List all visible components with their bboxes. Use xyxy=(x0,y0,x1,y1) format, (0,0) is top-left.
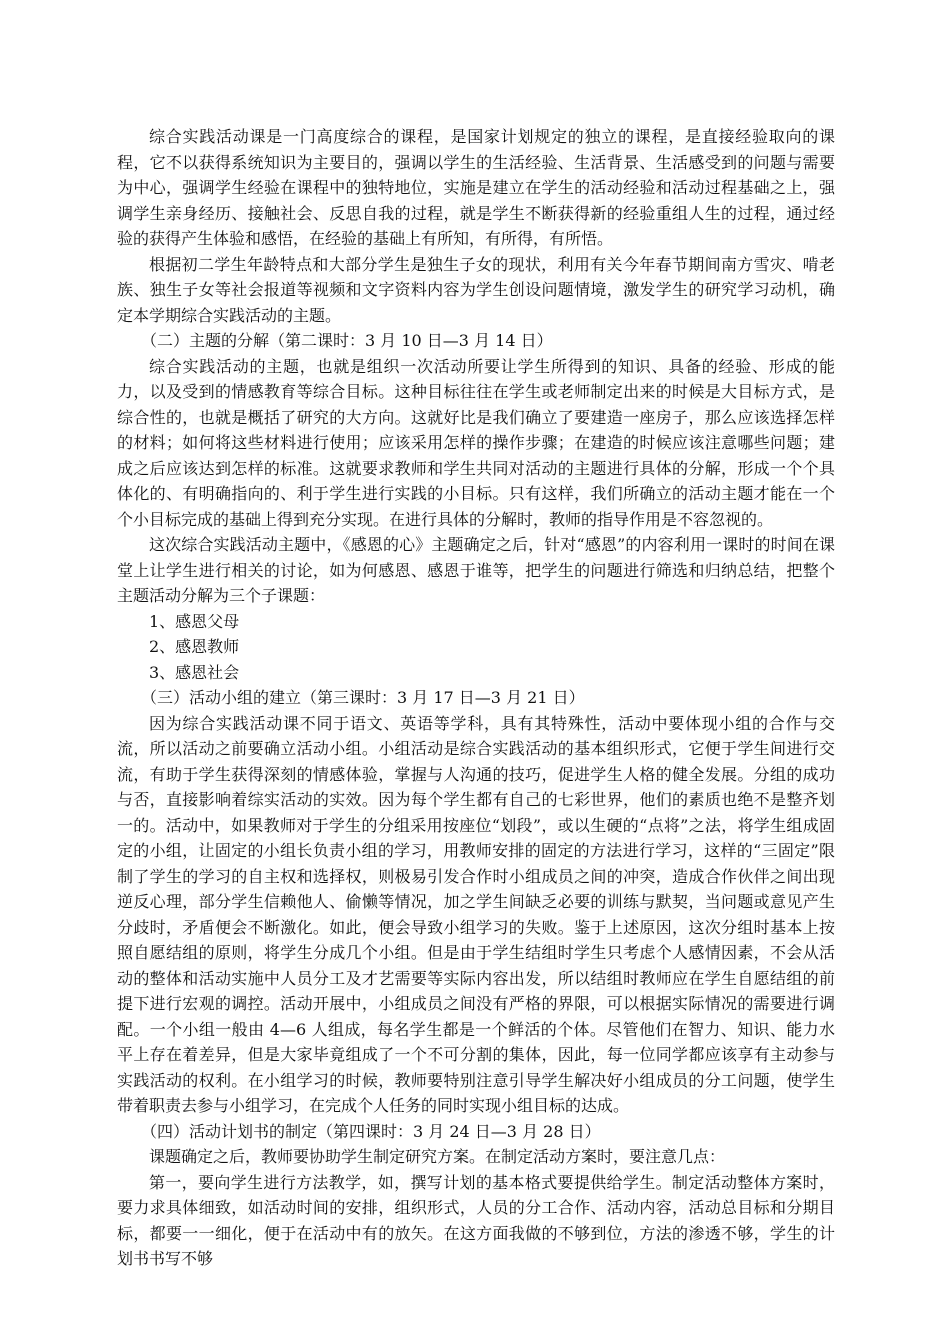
paragraph-theme-decomposition: 综合实践活动的主题，也就是组织一次活动所要让学生所得到的知识、具备的经验、形成的能力，以及受到的情感教育等综合目标。这种目标往往在学生或老师制定出来的时候是大目标方式，是综合性的，也就是概括了研究的大方向。这就好比是我们确立了要建造一座房子，那么应该选择怎样的材料；如何将这些材料进行使用；应该采用怎样的操作步骤；在建造的时候应该注意哪些问题；建成之后应该达到怎样的标准。这就要求教师和学生共同对活动的主题进行具体的分解，形成一个个具体化的、有明确指向的、利于学生进行实践的小目标。只有这样，我们所确立的活动主题才能在一个个小目标完成的基础上得到充分实现。在进行具体的分解时，教师的指导作用是不容忽视的。 xyxy=(117,356,835,529)
paragraph-intro: 综合实践活动课是一门高度综合的课程，是国家计划规定的独立的课程，是直接经验取向的课程，它不以获得系统知识为主要目的，强调以学生的生活经验、生活背景、生活感受到的问题与需要为中心，强调学生经验在课程中的独特地位，实施是建立在学生的活动经验和活动过程基础之上，强调学生亲身经历、接触社会、反思自我的过程，就是学生不断获得新的经验重组人生的过程，通过经验的获得产生体验和感悟，在经验的基础上有所知，有所得，有所悟。 xyxy=(117,127,835,248)
paragraph-plan-first: 第一，要向学生进行方法教学，如，撰写计划的基本格式要提供给学生。制定活动整体方案时，要力求具体细致，如活动时间的安排，组织形式，人员的分工合作、活动内容，活动总目标和分期目标，都要一一细化，便于在活动中有的放矢。在这方面我做的不够到位，方法的渗透不够，学生的计划书书写不够 xyxy=(117,1172,835,1268)
document-page xyxy=(117,124,835,1272)
list-item: 2、感恩教师 xyxy=(149,637,240,656)
section-heading-2: （二）主题的分解（第二课时：3 月 10 日—3 月 14 日） xyxy=(141,331,553,350)
paragraph-theme-basis: 根据初二学生年龄特点和大部分学生是独生子女的现状，利用有关今年春节期间南方雪灾、啃老族、独生子女等社会报道等视频和文字资料内容为学生创设问题情境，激发学生的研究学习动机，确定本学期综合实践活动的主题。 xyxy=(117,254,835,325)
section-heading-4: （四）活动计划书的制定（第四课时：3 月 24 日—3 月 28 日） xyxy=(141,1121,601,1141)
paragraph-gratitude-theme: 这次综合实践活动主题中，《感恩的心》主题确定之后，针对“感恩”的内容利用一课时的时间在课堂上让学生进行相关的讨论，如为何感恩、感恩于谁等，把学生的问题进行筛选和归纳总结，把整个主题活动分解为三个子课题： xyxy=(117,535,835,605)
paragraph-plan-intro: 课题确定之后，教师要协助学生制定研究方案。在制定活动方案时，要注意几点： xyxy=(149,1147,726,1166)
section-heading-3: （三）活动小组的建立（第三课时：3 月 17 日—3 月 21 日） xyxy=(141,688,585,707)
paragraph-group-building: 因为综合实践活动课不同于语文、英语等学科，具有其特殊性，活动中要体现小组的合作与交流，所以活动之前要确立活动小组。小组活动是综合实践活动的基本组织形式，它便于学生间进行交流，有助于学生获得深刻的情感体验，掌握与人沟通的技巧，促进学生人格的健全发展。分组的成功与否，直接影响着综实活动的实效。因为每个学生都有自己的七彩世界，他们的素质也绝不是整齐划一的。活动中，如果教师对于学生的分组采用按座位“划段”，或以生硬的“点将”之法，将学生组成固定的小组，让固定的小组长负责小组的学习，用教师安排的固定的方法进行学习，这样的“三固定”限制了学生的学习的自主权和选择权，则极易引发合作时小组成员之间的冲突，造成合作伙伴之间出现逆反心理，部分学生信赖他人、偷懒等情况，加之学生间缺乏必要的训练与默契，当问题或意见产生分歧时，矛盾便会不断激化。如此，便会导致小组学习的失败。鉴于上述原因，这次分组时基本上按照自愿结组的原则，将学生分成几个小组。但是由于学生结组时学生只考虑个人感情因素，不会从活动的整体和活动实施中人员分工及才艺需要等实际内容出发，所以结组时教师应在学生自愿结组的前提下进行宏观的调控。活动开展中，小组成员之间没有严格的界限，可以根据实际情况的需要进行调配。一个小组一般由 4—6 人组成，每名学生都是一个鲜活的个体。尽管他们在智力、知识、能力水平上存在着差异，但是大家毕竟组成了一个不可分割的集体，因此，每一位同学都应该享有主动参与实践活动的权利。在小组学习的时候，教师要特别注意引导学生解决好小组成员的分工问题，使学生带着职责去参与小组学习，在完成个人任务的同时实现小组目标的达成。 xyxy=(117,713,835,1115)
list-item: 3、感恩社会 xyxy=(149,662,240,682)
list-item: 1、感恩父母 xyxy=(149,611,240,631)
